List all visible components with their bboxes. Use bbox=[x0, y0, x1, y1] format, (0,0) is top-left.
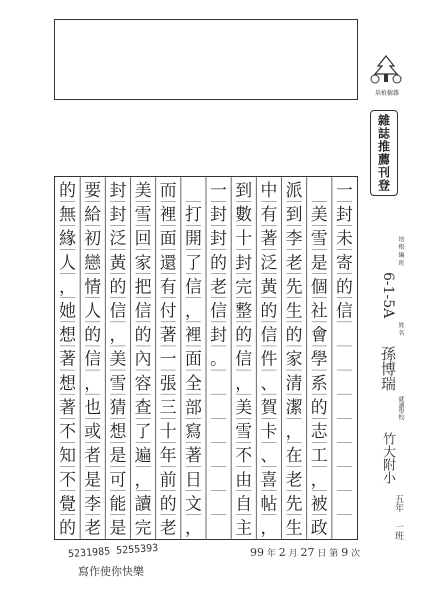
essay-char: 一 bbox=[159, 348, 177, 369]
essay-char: 張 bbox=[159, 372, 177, 393]
essay-char: 會 bbox=[310, 324, 328, 345]
essay-char: 的 bbox=[260, 300, 278, 321]
essay-char: 生 bbox=[285, 300, 303, 321]
essay-char: 主 bbox=[235, 517, 253, 538]
essay-char: 部 bbox=[184, 396, 202, 417]
date-day-label: 日 bbox=[317, 549, 327, 559]
essay-char: 在 bbox=[285, 445, 303, 466]
essay-char: 想 bbox=[109, 421, 127, 442]
essay-char: 人 bbox=[59, 252, 77, 273]
essay-char: 、 bbox=[260, 445, 278, 466]
essay-char: 者 bbox=[84, 445, 102, 466]
essay-char: 雪 bbox=[134, 204, 152, 225]
essay-char: 系 bbox=[310, 372, 328, 393]
essay-char: ， bbox=[59, 276, 77, 297]
essay-char: 猜 bbox=[109, 396, 127, 417]
essay-char: 是 bbox=[84, 469, 102, 490]
essay-char: 完 bbox=[134, 517, 152, 538]
logo-caption: 培植樹雜 bbox=[374, 90, 399, 97]
essay-char: 的 bbox=[59, 180, 77, 201]
essay-char: 戀 bbox=[84, 252, 102, 273]
essay-char: 著 bbox=[159, 324, 177, 345]
essay-char: 面 bbox=[159, 228, 177, 249]
essay-char: 數 bbox=[235, 204, 253, 225]
date-line bbox=[250, 546, 360, 559]
name-value: 孫博瑞 bbox=[379, 346, 397, 391]
essay-char: 信 bbox=[235, 348, 253, 369]
essay-char: 著 bbox=[59, 348, 77, 369]
essay-char: 是 bbox=[109, 445, 127, 466]
essay-char: 查 bbox=[134, 396, 152, 417]
essay-char: 寄 bbox=[335, 252, 353, 273]
essay-char: 雪 bbox=[109, 372, 127, 393]
tree-logo-icon bbox=[364, 52, 408, 88]
essay-char: 雪 bbox=[235, 421, 253, 442]
essay-char: 的 bbox=[159, 493, 177, 514]
essay-char: 自 bbox=[235, 493, 253, 514]
essay-char: 信 bbox=[109, 300, 127, 321]
essay-char: 李 bbox=[285, 228, 303, 249]
essay-char bbox=[185, 180, 202, 200]
essay-char: ， bbox=[310, 469, 328, 490]
essay-char: 老 bbox=[84, 517, 102, 538]
essay-char: 是 bbox=[310, 252, 328, 273]
essay-char: 是 bbox=[109, 517, 127, 538]
essay-char: ， bbox=[184, 300, 202, 321]
essay-char: 而 bbox=[159, 180, 177, 201]
essay-char: 打 bbox=[184, 204, 202, 225]
essay-char: 裡 bbox=[184, 324, 202, 345]
essay-char: 人 bbox=[84, 300, 102, 321]
grade-value: 五年 bbox=[393, 494, 403, 512]
essay-char: 有 bbox=[260, 204, 278, 225]
essay-char: 有 bbox=[159, 276, 177, 297]
essay-char: 覺 bbox=[59, 493, 77, 514]
essay-char: 內 bbox=[134, 348, 152, 369]
essay-char: 一 bbox=[335, 180, 353, 201]
essay-char: 知 bbox=[59, 445, 77, 466]
essay-char: 不 bbox=[59, 469, 77, 490]
essay-char: 帖 bbox=[260, 493, 278, 514]
date-year: 99 bbox=[250, 546, 264, 559]
essay-char: 信 bbox=[260, 324, 278, 345]
teacher-comment-box bbox=[54, 19, 358, 100]
essay-char: 的 bbox=[335, 276, 353, 297]
essay-char: 初 bbox=[84, 228, 102, 249]
essay-char: 到 bbox=[235, 180, 253, 201]
essay-char: 卡 bbox=[260, 421, 278, 442]
essay-char: 的 bbox=[109, 276, 127, 297]
essay-char: 或 bbox=[84, 421, 102, 442]
essay-char: 泛 bbox=[260, 252, 278, 273]
essay-char: 未 bbox=[335, 228, 353, 249]
essay-char: 讀 bbox=[134, 493, 152, 514]
essay-char: 潔 bbox=[285, 396, 303, 417]
page-suffix: 次 bbox=[351, 549, 361, 559]
essay-char: 緣 bbox=[59, 228, 77, 249]
essay-char: 完 bbox=[235, 276, 253, 297]
essay-char: 整 bbox=[235, 300, 253, 321]
essay-char: 。 bbox=[210, 348, 228, 369]
essay-char: 遍 bbox=[134, 445, 152, 466]
essay-char: 的 bbox=[210, 252, 228, 273]
essay-char: 家 bbox=[134, 252, 152, 273]
class-value: 6-1-5A bbox=[380, 272, 396, 319]
essay-char: 中 bbox=[260, 180, 278, 201]
essay-char: 件 bbox=[260, 348, 278, 369]
essay-char: 工 bbox=[310, 445, 328, 466]
page-prefix: 第 bbox=[329, 549, 339, 559]
essay-char: 也 bbox=[84, 396, 102, 417]
essay-char: 的 bbox=[310, 396, 328, 417]
essay-char: 老 bbox=[159, 517, 177, 538]
essay-char: 美 bbox=[235, 396, 253, 417]
essay-char: 泛 bbox=[109, 228, 127, 249]
essay-char: 個 bbox=[310, 276, 328, 297]
school-label: 就讀學校 bbox=[397, 396, 404, 420]
essay-char: 文 bbox=[184, 493, 202, 514]
essay-char: ， bbox=[285, 421, 303, 442]
date-year-label: 年 bbox=[266, 549, 276, 559]
name-label: 姓 名 bbox=[397, 322, 404, 336]
essay-char: 信 bbox=[134, 300, 152, 321]
essay-char: ， bbox=[184, 517, 202, 538]
essay-char: 封 bbox=[210, 204, 228, 225]
date-month-label: 月 bbox=[288, 549, 298, 559]
essay-char: 美 bbox=[109, 348, 127, 369]
essay-char: 黃 bbox=[260, 276, 278, 297]
essay-grid bbox=[54, 176, 358, 540]
class-label: 培 根 編 班 bbox=[397, 236, 404, 266]
essay-char: 的 bbox=[235, 324, 253, 345]
essay-char: 不 bbox=[59, 421, 77, 442]
essay-char: ， bbox=[260, 517, 278, 538]
essay-char: 要 bbox=[84, 180, 102, 201]
essay-char: 家 bbox=[285, 348, 303, 369]
date-day: 27 bbox=[300, 546, 315, 559]
essay-char: 回 bbox=[134, 228, 152, 249]
essay-char: 的 bbox=[59, 517, 77, 538]
essay-char: 的 bbox=[285, 324, 303, 345]
essay-char: 志 bbox=[310, 421, 328, 442]
essay-char: 了 bbox=[184, 252, 202, 273]
essay-char bbox=[311, 180, 328, 200]
class-number: 一班 bbox=[393, 522, 403, 540]
essay-char: 封 bbox=[210, 324, 228, 345]
essay-char: 信 bbox=[210, 300, 228, 321]
essay-char: 美 bbox=[310, 204, 328, 225]
essay-char: 到 bbox=[285, 204, 303, 225]
essay-char: 李 bbox=[84, 493, 102, 514]
essay-char: 信 bbox=[184, 276, 202, 297]
essay-char: 付 bbox=[159, 300, 177, 321]
essay-char: 面 bbox=[184, 348, 202, 369]
essay-char: 先 bbox=[285, 493, 303, 514]
essay-char: 老 bbox=[210, 276, 228, 297]
essay-char: 年 bbox=[159, 445, 177, 466]
essay-char: 十 bbox=[235, 228, 253, 249]
essay-char: 的 bbox=[134, 324, 152, 345]
essay-char: 三 bbox=[159, 396, 177, 417]
essay-char: 情 bbox=[84, 276, 102, 297]
essay-char: 、 bbox=[260, 372, 278, 393]
essay-char: 還 bbox=[159, 252, 177, 273]
badge-text: 雜誌推薦刊登 bbox=[376, 114, 391, 192]
essay-char: 著 bbox=[59, 396, 77, 417]
essay-char: 想 bbox=[59, 324, 77, 345]
essay-char: 先 bbox=[285, 276, 303, 297]
essay-char: 生 bbox=[285, 517, 303, 538]
school-value: 竹大附小 bbox=[380, 432, 395, 484]
essay-char: ， bbox=[235, 372, 253, 393]
slogan: 寫作使你快樂 bbox=[78, 565, 144, 578]
essay-char: ， bbox=[109, 324, 127, 345]
essay-char: 派 bbox=[285, 180, 303, 201]
essay-char: 可 bbox=[109, 469, 127, 490]
essay-char: 無 bbox=[59, 204, 77, 225]
essay-char: 的 bbox=[84, 324, 102, 345]
essay-char: 能 bbox=[109, 493, 127, 514]
essay-char: 了 bbox=[134, 421, 152, 442]
essay-char: 開 bbox=[184, 228, 202, 249]
essay-char: 給 bbox=[84, 204, 102, 225]
essay-char: 把 bbox=[134, 276, 152, 297]
recommended-badge bbox=[370, 110, 398, 196]
essay-char: 社 bbox=[310, 300, 328, 321]
essay-char: 由 bbox=[235, 469, 253, 490]
essay-char: 信 bbox=[335, 300, 353, 321]
essay-char: 封 bbox=[109, 180, 127, 201]
essay-char: 清 bbox=[285, 372, 303, 393]
essay-char: 學 bbox=[310, 348, 328, 369]
essay-char: 十 bbox=[159, 421, 177, 442]
essay-char: 日 bbox=[184, 469, 202, 490]
essay-char: 她 bbox=[59, 300, 77, 321]
essay-char: ， bbox=[134, 469, 152, 490]
essay-char: 賀 bbox=[260, 396, 278, 417]
essay-char: 想 bbox=[59, 372, 77, 393]
essay-char: 信 bbox=[84, 348, 102, 369]
essay-char: 著 bbox=[184, 445, 202, 466]
essay-char: 黃 bbox=[109, 252, 127, 273]
essay-char: ， bbox=[84, 372, 102, 393]
essay-char: 雪 bbox=[310, 228, 328, 249]
essay-char: 老 bbox=[285, 469, 303, 490]
essay-char: 容 bbox=[134, 372, 152, 393]
essay-char: 寫 bbox=[184, 421, 202, 442]
essay-char: 封 bbox=[235, 252, 253, 273]
essay-char: 一 bbox=[210, 180, 228, 201]
essay-char: 被 bbox=[310, 493, 328, 514]
essay-char: 老 bbox=[285, 252, 303, 273]
serial-number: 5231985 5255393 bbox=[67, 542, 159, 561]
essay-char: 封 bbox=[210, 228, 228, 249]
essay-char: 著 bbox=[260, 228, 278, 249]
essay-char: 封 bbox=[335, 204, 353, 225]
essay-char: 不 bbox=[235, 445, 253, 466]
essay-char: 美 bbox=[134, 180, 152, 201]
essay-char: 裡 bbox=[159, 204, 177, 225]
essay-char: 前 bbox=[159, 469, 177, 490]
essay-char: 全 bbox=[184, 372, 202, 393]
date-month: 2 bbox=[278, 546, 286, 559]
essay-char: 政 bbox=[310, 517, 328, 538]
essay-char: 喜 bbox=[260, 469, 278, 490]
page-number: 9 bbox=[341, 546, 349, 559]
essay-char: 封 bbox=[109, 204, 127, 225]
